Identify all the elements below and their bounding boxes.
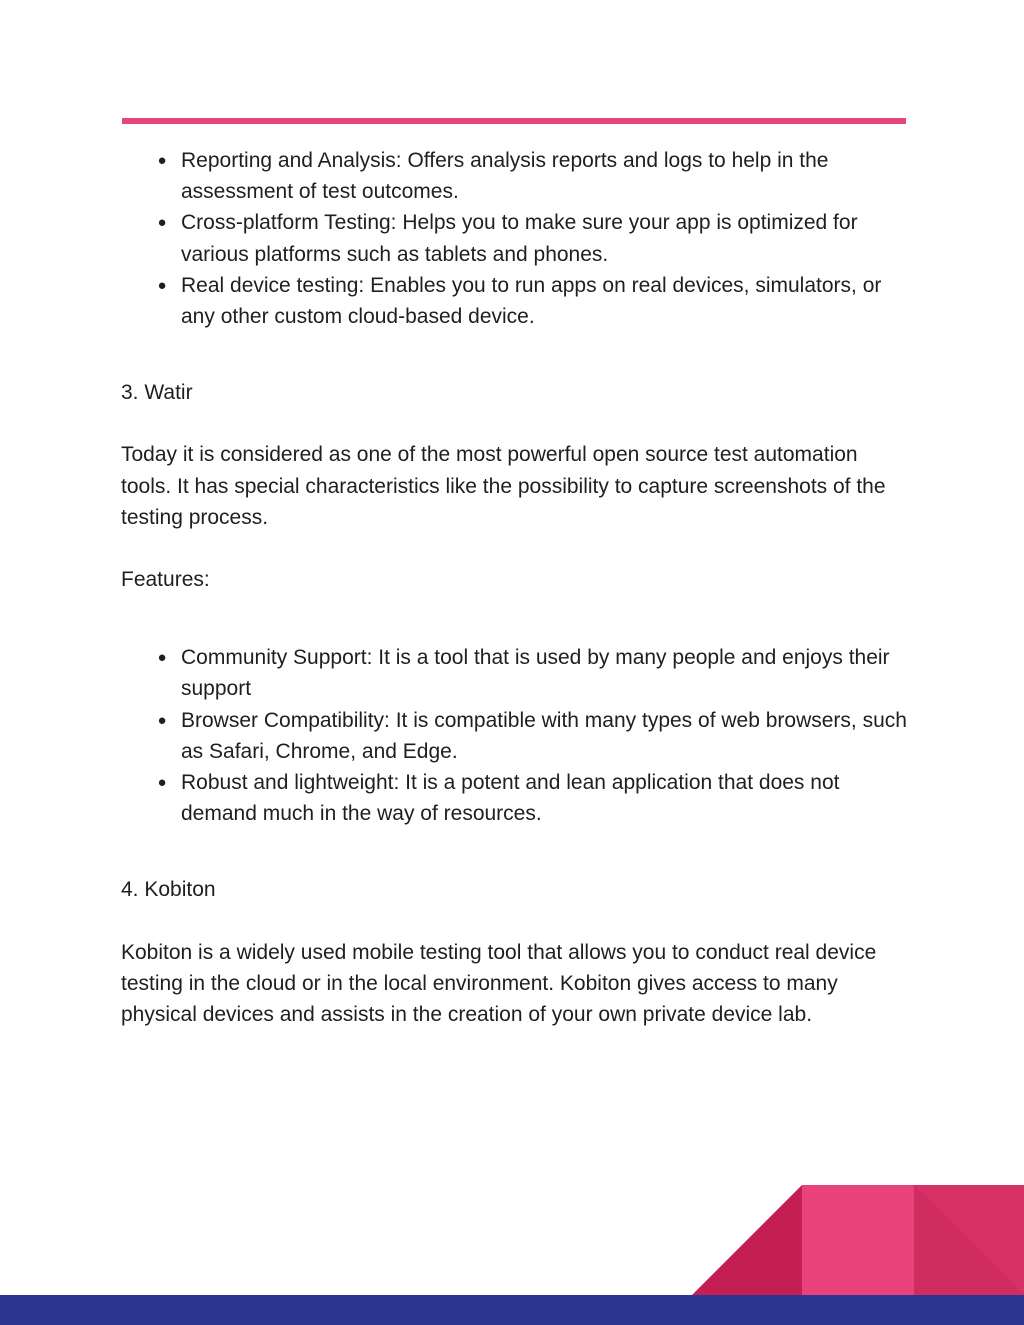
list-item <box>121 642 911 704</box>
list-item-text: Community Support: It is a tool that is used by many people and enjoys their support <box>181 646 890 701</box>
bullet-icon: ● <box>157 276 167 294</box>
section-heading-watir: 3. Watir <box>121 381 193 405</box>
section-heading-kobiton: 4. Kobiton <box>121 878 216 902</box>
top-accent-rule <box>122 118 906 124</box>
bullet-icon: ● <box>157 214 167 232</box>
corner-mid-block <box>802 1185 914 1295</box>
feature-list-top <box>121 145 911 332</box>
kobiton-description: Kobiton is a widely used mobile testing tool that allows you to conduct real device testing in the cloud or in the local environment. Kobiton gives access to many physical devices and assists in the creation of your own private device lab. <box>121 940 877 1027</box>
corner-dark-triangle <box>692 1185 802 1295</box>
features-label: Features: <box>121 568 210 592</box>
list-item <box>121 207 911 269</box>
document-body <box>121 145 911 1030</box>
bullet-icon: ● <box>157 649 167 667</box>
footer-bar <box>0 1295 1024 1325</box>
corner-right-block <box>914 1185 1024 1295</box>
list-item-text: Real device testing: Enables you to run apps on real devices, simulators, or any other custom cloud-based device. <box>181 273 882 329</box>
list-item <box>121 767 911 829</box>
list-item-text: Reporting and Analysis: Offers analysis reports and logs to help in the assessment of test outcomes. <box>181 149 829 204</box>
list-item <box>121 270 911 332</box>
bullet-icon: ● <box>157 774 167 792</box>
list-item <box>121 145 911 207</box>
watir-description: Today it is considered as one of the most powerful open source test automation tools. It has special characteristics like the possibility to capture screenshots of the testing process. <box>121 443 886 529</box>
corner-shadow <box>914 1185 1024 1295</box>
list-item-text: Robust and lightweight: It is a potent and lean application that does not demand much in the way of resources. <box>181 771 840 826</box>
list-item-text: Browser Compatibility: It is compatible with many types of web browsers, such as Safari, Chrome, and Edge. <box>181 708 907 763</box>
bullet-icon: ● <box>157 711 167 729</box>
list-item-text: Cross-platform Testing: Helps you to make sure your app is optimized for various platforms such as tablets and phones. <box>181 211 858 266</box>
bullet-icon: ● <box>157 152 167 169</box>
feature-list-watir <box>121 642 911 829</box>
list-item <box>121 705 911 767</box>
